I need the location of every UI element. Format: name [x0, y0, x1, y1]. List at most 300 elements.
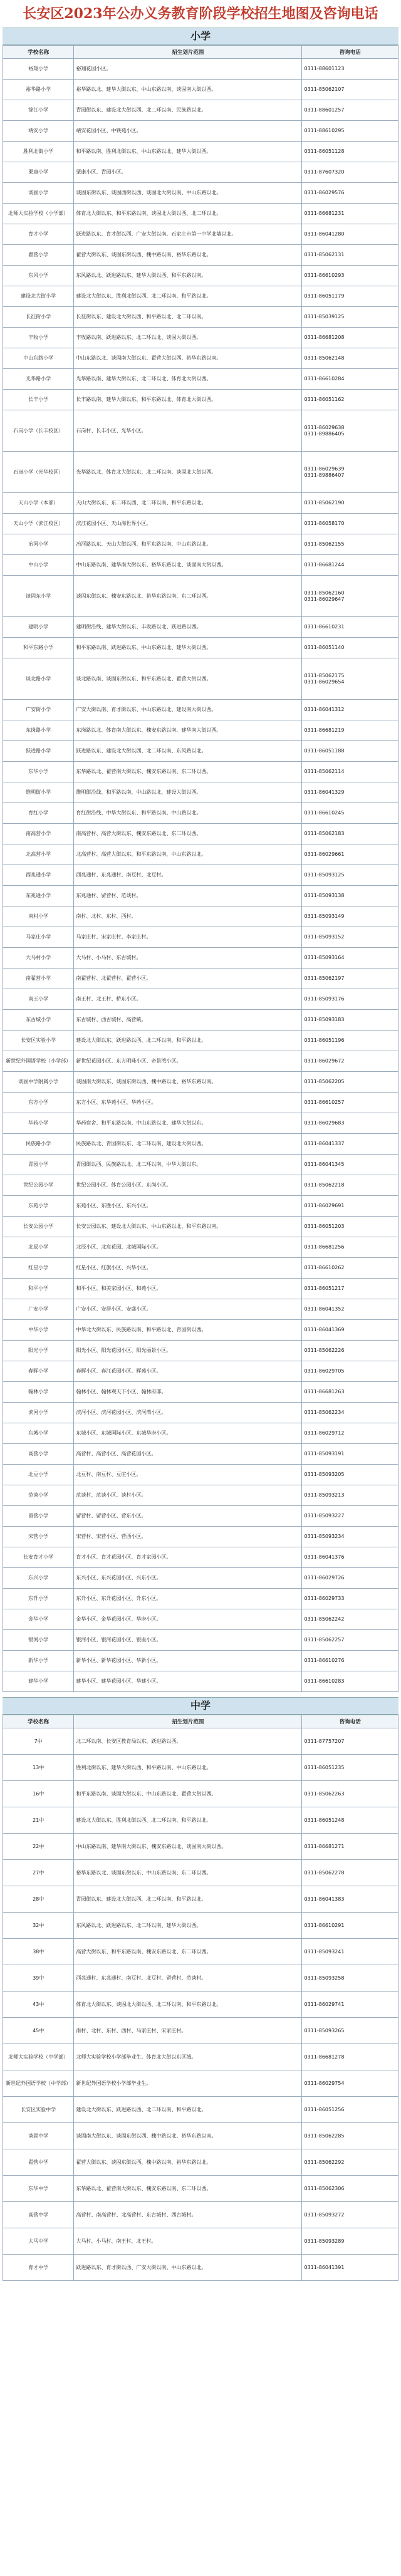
phone-number: 0311-85062292	[304, 2159, 345, 2165]
enrollment-area: 东方小区、东华苑小区、华药小区。	[74, 1093, 302, 1113]
enrollment-area: 高营村、高营小区、高营花园小区。	[74, 1444, 302, 1465]
table-row	[3, 2097, 398, 2123]
table-row	[3, 1134, 398, 1155]
phone-number: 0311-85062234	[304, 1410, 345, 1415]
table-row	[3, 1423, 398, 1444]
phone-number: 0311-85093205	[304, 1472, 345, 1477]
phone-number: 0311-86051196	[304, 1037, 345, 1043]
enrollment-area: 青园街以东、建设北大街以西、北二环以南、民族路以北。	[74, 100, 302, 121]
phone-cell	[302, 1527, 398, 1547]
enrollment-area: 谈固东街以东、谈固西街以西、谈固北大街以南、中山东路以北。	[74, 183, 302, 204]
table-row	[3, 969, 398, 989]
primary-table	[3, 45, 398, 1692]
phone-cell	[302, 720, 398, 741]
middle-header-row	[3, 1715, 398, 1728]
phone-cell	[302, 658, 398, 700]
phone-number: 0311-85062155	[304, 541, 345, 547]
table-row	[3, 1113, 398, 1134]
phone-cell	[302, 1155, 398, 1175]
table-row	[3, 183, 398, 204]
phone-cell	[302, 1506, 398, 1527]
school-name: 青园小学	[3, 1155, 74, 1175]
phone-cell	[302, 1568, 398, 1589]
phone-number: 0311-85093258	[304, 1975, 345, 1981]
school-name: 天山小学（滨江校区）	[3, 514, 74, 534]
phone-cell	[302, 1444, 398, 1465]
enrollment-area: 和平东路以南、跃进路以东、中山东路以北、建华大街以西。	[74, 638, 302, 658]
column-header-school: 学校名称	[3, 46, 74, 59]
phone-cell	[302, 183, 398, 204]
phone-cell	[302, 824, 398, 844]
phone-number: 0311-86029733	[304, 1596, 345, 1601]
school-name: 春晖小学	[3, 1361, 74, 1382]
phone-cell	[302, 1320, 398, 1341]
enrollment-area: 谈固东街以东、槐安东路以北、裕华东路以南、东二环以西。	[74, 576, 302, 617]
enrollment-area: 新华小区、新华花园小区、华新小区。	[74, 1651, 302, 1671]
enrollment-area: 广安小区、安居小区、安盛小区。	[74, 1299, 302, 1320]
enrollment-area: 马家庄村、宋家庄村、李家庄村。	[74, 927, 302, 948]
enrollment-area: 青园街以东、建设北大街以西、北二环以南、和平路以北。	[74, 1886, 302, 1913]
school-name: 新世纪外国语学校（中学部）	[3, 2070, 74, 2097]
table-row	[3, 307, 398, 328]
enrollment-area: 东古城村、西古城村、高营镇。	[74, 1010, 302, 1031]
school-name: 金华小学	[3, 1609, 74, 1630]
table-row	[3, 266, 398, 286]
phone-number: 0311-86051128	[304, 148, 345, 154]
enrollment-area: 体育北大街以东、和平东路以南、谈固北大街以西、北二环以北。	[74, 204, 302, 224]
school-name: 新华小学	[3, 1651, 74, 1671]
school-name: 东古城小学	[3, 1010, 74, 1031]
enrollment-area: 新世纪外国语学校小学部毕业生。	[74, 2070, 302, 2097]
phone-number: 0311-85062183	[304, 831, 345, 836]
school-name: 27中	[3, 1860, 74, 1886]
phone-cell	[302, 1051, 398, 1072]
phone-cell	[302, 844, 398, 865]
school-name: 北师大实验学校（小学部）	[3, 204, 74, 224]
enrollment-area: 世纪公园小区、体育公园小区、东尚小区。	[74, 1175, 302, 1196]
table-row	[3, 1361, 398, 1382]
school-name: 栗康小学	[3, 162, 74, 183]
enrollment-area: 翟营大街以东、谈固东街以西、槐中路以南、裕华东路以北。	[74, 245, 302, 266]
table-row	[3, 927, 398, 948]
table-row	[3, 1527, 398, 1547]
phone-cell	[302, 100, 398, 121]
phone-number: 0311-85062278	[304, 1869, 345, 1876]
phone-cell	[302, 493, 398, 514]
primary-header-row	[3, 46, 398, 59]
enrollment-area: 宋营村、宋营小区、营西小区。	[74, 1527, 302, 1547]
phone-cell	[302, 1913, 398, 1939]
school-name: 留营小学	[3, 1506, 74, 1527]
phone-cell	[302, 1609, 398, 1630]
enrollment-area: 维明街沿线、和平路以南、中山路以北、建设大街以西。	[74, 782, 302, 803]
enrollment-area: 胜利北街以东、建华大街以西、和平路以南、中山东路以北。	[74, 1755, 302, 1781]
school-name: 裕翔小学	[3, 59, 74, 80]
phone-number: 0311-86041337	[304, 1141, 345, 1146]
school-name: 中山小学	[3, 555, 74, 576]
phone-number: 0311-89886407	[304, 472, 345, 478]
school-name: 谈固中学	[3, 2123, 74, 2149]
enrollment-area: 石岗村、长丰小区、光华小区。	[74, 410, 302, 452]
school-name: 东方小学	[3, 1093, 74, 1113]
enrollment-area: 北高营村、高营大街以东、和平东路以南、中山东路以北。	[74, 844, 302, 865]
phone-cell	[302, 989, 398, 1010]
enrollment-area: 南王村、北王村、桥东小区。	[74, 989, 302, 1010]
phone-cell	[302, 1465, 398, 1485]
school-name: 长安区实验中学	[3, 2097, 74, 2123]
school-name: 22中	[3, 1834, 74, 1860]
enrollment-area: 南村、北村、东村、西村。	[74, 906, 302, 927]
enrollment-area: 新世纪花园小区、东方明珠小区、帝景湾小区。	[74, 1051, 302, 1072]
phone-number: 0311-86029639	[304, 465, 345, 472]
phone-cell	[302, 927, 398, 948]
phone-number: 0311-86610276	[304, 1658, 345, 1663]
school-name: 阳光小学	[3, 1341, 74, 1361]
phone-cell	[302, 307, 398, 328]
enrollment-area: 东风路以北、跃进路以东、北二环以南、建华大街以西。	[74, 1913, 302, 1939]
phone-cell	[302, 1755, 398, 1781]
phone-cell	[302, 1547, 398, 1568]
phone-number: 0311-85093176	[304, 996, 345, 1002]
enrollment-area: 东风路以北、跃进路以东、建华大街以西、和平东路以南。	[74, 266, 302, 286]
school-name: 39中	[3, 1965, 74, 1992]
table-row	[3, 1834, 398, 1860]
phone-number: 0311-86681263	[304, 1389, 345, 1394]
enrollment-area: 天山大街以东、东二环以西、北二环以南、和平东路以北。	[74, 493, 302, 514]
school-name: 北高营小学	[3, 844, 74, 865]
table-row	[3, 2123, 398, 2149]
table-row	[3, 2149, 398, 2176]
school-name: 育才小学	[3, 224, 74, 245]
table-row	[3, 245, 398, 266]
phone-cell	[302, 142, 398, 162]
school-name: 7中	[3, 1728, 74, 1755]
school-name: 银河小学	[3, 1630, 74, 1651]
phone-cell	[302, 348, 398, 369]
enrollment-area: 育才小区、育才花园小区、育才家园小区。	[74, 1547, 302, 1568]
enrollment-area: 建华小区、建华花园小区、华建小区。	[74, 1671, 302, 1692]
phone-cell	[302, 369, 398, 390]
enrollment-area: 建设北大街以东、跃进路以西、北二环以南、和平路以北。	[74, 2097, 302, 2123]
phone-number: 0311-86029638	[304, 424, 345, 430]
enrollment-area: 育红街沿线、中华大街以东、和平路以南、中山路以北。	[74, 803, 302, 824]
phone-number: 0311-85062306	[304, 2185, 345, 2191]
enrollment-area: 中山东路以南、建华南大街以东、槐安东路以北、谈固南大街以西。	[74, 1834, 302, 1860]
table-row	[3, 1237, 398, 1258]
phone-number: 0311-86051179	[304, 293, 345, 299]
school-name: 和平东路小学	[3, 638, 74, 658]
table-row	[3, 1651, 398, 1671]
enrollment-area: 范谈村、范谈小区、谈村小区。	[74, 1485, 302, 1506]
table-row	[3, 1175, 398, 1196]
phone-cell	[302, 1010, 398, 1031]
phone-number: 0311-86610293	[304, 273, 345, 278]
table-row	[3, 2044, 398, 2070]
enrollment-area: 南翟营村、北翟营村、翟营小区。	[74, 969, 302, 989]
table-row	[3, 2018, 398, 2044]
phone-cell	[302, 266, 398, 286]
phone-cell	[302, 1630, 398, 1651]
phone-number: 0311-86041391	[304, 2264, 345, 2270]
table-row	[3, 1403, 398, 1423]
table-row	[3, 824, 398, 844]
enrollment-area: 东苑小区、东胜小区、东兴小区。	[74, 1196, 302, 1217]
enrollment-area: 高营大街以东、和平东路以南、槐安东路以北、东二环以西。	[74, 1939, 302, 1965]
school-name: 东风小学	[3, 266, 74, 286]
phone-number: 0311-86029754	[304, 2080, 345, 2086]
school-name: 东升小学	[3, 1589, 74, 1609]
phone-number: 0311-86029672	[304, 1058, 345, 1064]
school-name: 北豆小学	[3, 1465, 74, 1485]
enrollment-area: 东岗路以北、体育南大街以东、槐安东路以南、建华南大街以西。	[74, 720, 302, 741]
phone-number: 0311-86041369	[304, 1327, 345, 1332]
enrollment-area: 广安大街以南、育才街以东、中山东路以北、建设南大街以西。	[74, 700, 302, 720]
table-row	[3, 576, 398, 617]
phone-cell	[302, 245, 398, 266]
enrollment-area: 翰林小区、翰林观天下小区、翰林府邸。	[74, 1382, 302, 1403]
table-row	[3, 224, 398, 245]
column-header-phone: 咨询电话	[302, 1715, 398, 1728]
table-row	[3, 844, 398, 865]
table-row	[3, 534, 398, 555]
table-row	[3, 700, 398, 720]
phone-cell	[302, 1992, 398, 2018]
phone-number: 0311-86051188	[304, 748, 345, 754]
enrollment-area: 东兆通村、留营村、范谈村。	[74, 886, 302, 906]
phone-cell	[302, 1671, 398, 1692]
phone-cell	[302, 1196, 398, 1217]
phone-number: 0311-86029712	[304, 1430, 345, 1436]
phone-number: 0311-86610284	[304, 376, 345, 382]
table-row	[3, 1913, 398, 1939]
phone-number: 0311-85062190	[304, 500, 345, 506]
phone-number: 0311-85062114	[304, 769, 345, 774]
phone-number: 0311-86051248	[304, 1817, 345, 1823]
enrollment-area: 东城小区、东城国际小区、东城华府小区。	[74, 1423, 302, 1444]
table-row	[3, 1093, 398, 1113]
phone-number: 0311-86041383	[304, 1896, 345, 1902]
enrollment-area: 建设北大街以东、胜利北街以西、北二环以南、和平路以北。	[74, 286, 302, 307]
phone-number: 0311-86681231	[304, 210, 345, 216]
school-name: 北辰小学	[3, 1237, 74, 1258]
enrollment-area: 中山东路以南、建华南大街以东、裕华东路以北、谈固南大街以西。	[74, 555, 302, 576]
table-row	[3, 1072, 398, 1093]
phone-number: 0311-86681271	[304, 1843, 345, 1849]
enrollment-area: 东华路以北、翟营南大街以东、槐安东路以南、东二环以西。	[74, 2176, 302, 2202]
enrollment-area: 银河小区、银河花园小区、银座小区。	[74, 1630, 302, 1651]
school-name: 范谈小学	[3, 1485, 74, 1506]
enrollment-area: 长征街以东、建设北大街以西、和平路以北、北二环以南。	[74, 307, 302, 328]
school-name: 石岗小学（光华校区）	[3, 452, 74, 493]
enrollment-area: 裕华路以北、建华大街以东、中山东路以南、谈固南大街以西。	[74, 80, 302, 100]
phone-number: 0311-86029691	[304, 1203, 345, 1208]
phone-cell	[302, 452, 398, 493]
school-name: 南高营小学	[3, 824, 74, 844]
phone-cell	[302, 1072, 398, 1093]
school-name: 东华中学	[3, 2176, 74, 2202]
table-row	[3, 1341, 398, 1361]
phone-cell	[302, 741, 398, 762]
table-row	[3, 617, 398, 638]
phone-cell	[302, 782, 398, 803]
phone-number: 0311-85062242	[304, 1616, 345, 1622]
table-row	[3, 1320, 398, 1341]
phone-number: 0311-86041312	[304, 707, 345, 712]
enrollment-area: 栗康小区、青园小区。	[74, 162, 302, 183]
table-row	[3, 1568, 398, 1589]
phone-cell	[302, 1589, 398, 1609]
enrollment-area: 华药宿舍、和平东路以南、中山东路以北、建华大街以东。	[74, 1113, 302, 1134]
school-name: 大马中学	[3, 2228, 74, 2255]
enrollment-area: 中山东路以北、谈固南大街以东、翟营大街以西、裕华东路以南。	[74, 348, 302, 369]
page-title: 长安区2023年公办义务教育阶段学校招生地图及咨询电话	[23, 6, 378, 22]
phone-number: 0311-88610295	[304, 128, 345, 133]
enrollment-area: 阳光小区、阳光花园小区、阳光丽景小区。	[74, 1341, 302, 1361]
school-name: 翰林小学	[3, 1382, 74, 1403]
school-name: 胜利北街小学	[3, 142, 74, 162]
phone-cell	[302, 1258, 398, 1279]
school-name: 中华小学	[3, 1320, 74, 1341]
phone-cell	[302, 906, 398, 927]
school-name: 世纪公园小学	[3, 1175, 74, 1196]
phone-cell	[302, 1651, 398, 1671]
enrollment-area: 东兴小区、东兴花园小区、兴东小区。	[74, 1568, 302, 1589]
enrollment-area: 东升小区、东升花园小区、升东小区。	[74, 1589, 302, 1609]
phone-cell	[302, 514, 398, 534]
school-name: 38中	[3, 1939, 74, 1965]
table-row	[3, 1992, 398, 2018]
phone-number: 0311-86058170	[304, 521, 345, 526]
school-name: 北师大实验学校（中学部）	[3, 2044, 74, 2070]
phone-cell	[302, 328, 398, 348]
phone-number: 0311-85093183	[304, 1017, 345, 1022]
school-name: 天山小学（本部）	[3, 493, 74, 514]
school-name: 大马村小学	[3, 948, 74, 969]
school-name: 建设北大街小学	[3, 286, 74, 307]
table-row	[3, 348, 398, 369]
school-name: 西兆通小学	[3, 865, 74, 886]
school-name: 锦江小学	[3, 100, 74, 121]
phone-number: 0311-85062148	[304, 355, 345, 361]
table-row	[3, 1279, 398, 1299]
enrollment-area: 西兆通村、东兆通村、南豆村、北豆村、留营村、范谈村。	[74, 1965, 302, 1992]
school-name: 28中	[3, 1886, 74, 1913]
enrollment-area: 中华北大街以东、民族路以南、和平路以北、青园街以西。	[74, 1320, 302, 1341]
enrollment-area: 长丰路以南、建华大街以东、和平东路以北、体育北大街以西。	[74, 390, 302, 410]
phone-cell	[302, 555, 398, 576]
phone-cell	[302, 2176, 398, 2202]
table-row	[3, 741, 398, 762]
table-row	[3, 1155, 398, 1175]
phone-number: 0311-86681244	[304, 562, 345, 568]
table-row	[3, 59, 398, 80]
phone-cell	[302, 121, 398, 142]
phone-number: 0311-88601257	[304, 107, 345, 113]
school-name: 裕华路小学	[3, 80, 74, 100]
school-name: 红星小学	[3, 1258, 74, 1279]
enrollment-area: 滨江花园小区、天山海世界小区。	[74, 514, 302, 534]
school-name: 马家庄小学	[3, 927, 74, 948]
table-row	[3, 1781, 398, 1807]
phone-cell	[302, 1031, 398, 1051]
school-name: 长征街小学	[3, 307, 74, 328]
phone-cell	[302, 2097, 398, 2123]
phone-number: 0311-85093234	[304, 1534, 345, 1539]
table-row	[3, 1589, 398, 1609]
enrollment-area: 北辰小区、北宸花园、北城国际小区。	[74, 1237, 302, 1258]
school-name: 华药小学	[3, 1113, 74, 1134]
enrollment-area: 跃进路以东、建设北大街以西、北二环以南、东风路以北。	[74, 741, 302, 762]
phone-cell	[302, 2228, 398, 2255]
phone-number: 0311-86029741	[304, 2001, 345, 2007]
school-name: 东苑小学	[3, 1196, 74, 1217]
table-row	[3, 1465, 398, 1485]
school-name: 南王小学	[3, 989, 74, 1010]
phone-number: 0311-86041280	[304, 231, 345, 237]
table-row	[3, 2202, 398, 2228]
enrollment-area: 东华路以北、翟营南大街以东、槐安东路以南、东二环以西。	[74, 762, 302, 782]
phone-cell	[302, 224, 398, 245]
enrollment-area: 丰收路以南、跃进路以东、北二环以北、谈固大街以西。	[74, 328, 302, 348]
enrollment-area: 红星小区、红旗小区、兴华小区。	[74, 1258, 302, 1279]
phone-cell	[302, 2044, 398, 2070]
phone-number: 0311-86041345	[304, 1161, 345, 1167]
enrollment-area: 体育北大街以东、谈固北大街以西、北二环以南、和平东路以北。	[74, 1992, 302, 2018]
table-row	[3, 782, 398, 803]
table-row	[3, 1258, 398, 1279]
enrollment-area: 长安公园以东、建设北大街以东、中山东路以北、和平东路以南。	[74, 1217, 302, 1237]
enrollment-area: 北二环以南、长安区教育局以东、跃进路以西。	[74, 1728, 302, 1755]
phone-number: 0311-86681256	[304, 1244, 345, 1250]
enrollment-area: 建设北大街以东、胜利北街以西、北二环以南、和平路以北。	[74, 1807, 302, 1834]
phone-cell	[302, 2018, 398, 2044]
table-row	[3, 452, 398, 493]
enrollment-area: 跃进路以东、育才街以西、广安大街以南、中山东路以北。	[74, 2255, 302, 2281]
table-row	[3, 1860, 398, 1886]
school-name: 冶河小学	[3, 534, 74, 555]
phone-number: 0311-86041352	[304, 1306, 345, 1312]
school-name: 新世纪外国语学校（小学部）	[3, 1051, 74, 1072]
phone-number: 0311-85062257	[304, 1637, 345, 1643]
phone-cell	[302, 1423, 398, 1444]
school-name: 丰收小学	[3, 328, 74, 348]
phone-cell	[302, 204, 398, 224]
school-name: 45中	[3, 2018, 74, 2044]
enrollment-area: 留营村、留营小区、营东小区。	[74, 1506, 302, 1527]
phone-cell	[302, 1217, 398, 1237]
phone-number: 0311-85093149	[304, 913, 345, 919]
school-name: 21中	[3, 1807, 74, 1834]
phone-number: 0311-85062197	[304, 975, 345, 981]
phone-number: 0311-85062131	[304, 252, 345, 257]
table-row	[3, 1965, 398, 1992]
table-row	[3, 1444, 398, 1465]
phone-cell	[302, 638, 398, 658]
table-row	[3, 2255, 398, 2281]
phone-number: 0311-86029576	[304, 190, 345, 195]
table-row	[3, 121, 398, 142]
enrollment-area: 裕翔花园小区。	[74, 59, 302, 80]
phone-cell	[302, 80, 398, 100]
phone-cell	[302, 534, 398, 555]
enrollment-area: 冶河路以东、天山大街以西、和平东路以南、中山东路以北。	[74, 534, 302, 555]
enrollment-area: 建设北大街以东、跃进路以西、北二环以南、和平路以北。	[74, 1031, 302, 1051]
phone-cell	[302, 948, 398, 969]
enrollment-area: 和平小区、和美家园小区、和苑小区。	[74, 1279, 302, 1299]
phone-cell	[302, 1279, 398, 1299]
middle-table	[3, 1715, 398, 2281]
phone-number: 0311-86051256	[304, 2106, 345, 2112]
